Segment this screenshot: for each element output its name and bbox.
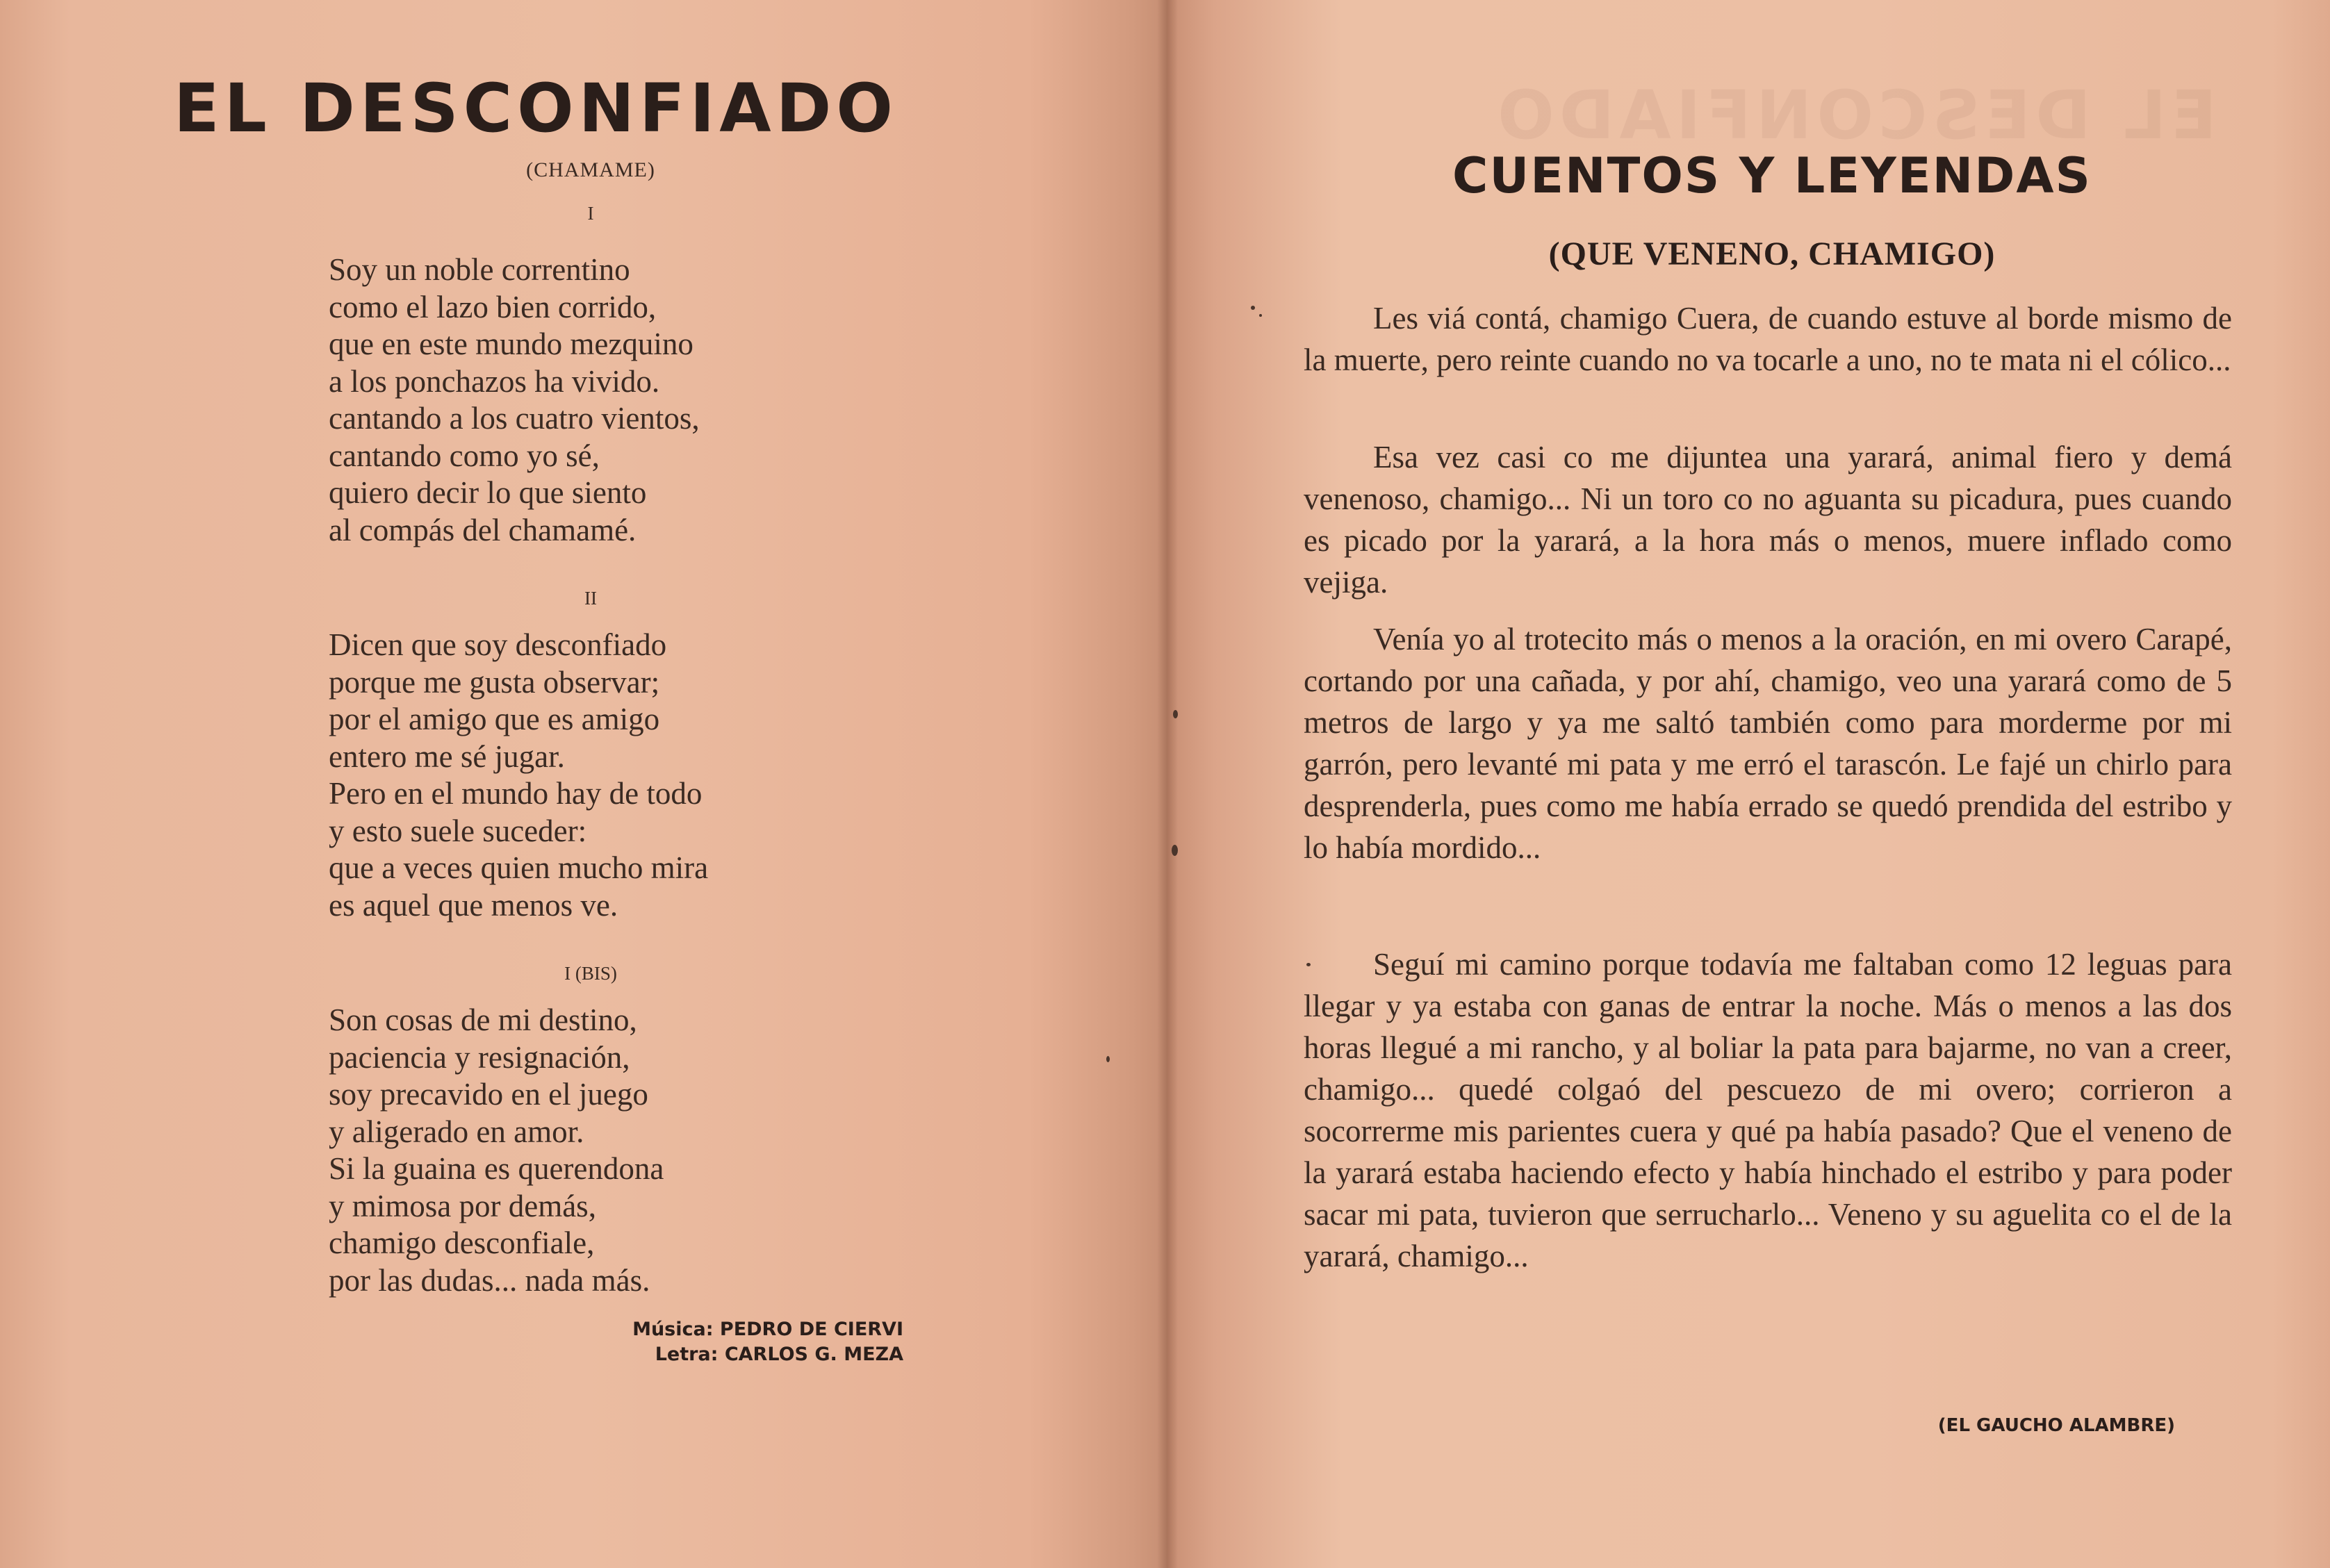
- story-paragraph: Venía yo al trotecito más o menos a la oración, en mi overo Carapé, cortando por una cañada, y por ahí, chamigo, veo una yarará como de 5 metros de largo y ya me saltó también como para morderme por mi garrón, pero levanté mi pata y me erró el tarascón. Le fajé un chirlo para desprenderla, pues como me había errado se quedó prendida del estribo y lo había mordido...: [1304, 622, 2232, 865]
- verse-line: es aquel que menos ve.: [329, 887, 618, 923]
- verse-line: al compás del chamamé.: [329, 512, 637, 547]
- verse-line: por el amigo que es amigo: [329, 702, 660, 736]
- verse-line: Soy un noble correntino: [329, 252, 630, 287]
- verse-line: chamigo desconfiale,: [329, 1225, 595, 1260]
- bleed-through-shadow: EL DESCONFIADO: [1493, 76, 2217, 154]
- verse-line: y esto suele suceder:: [329, 813, 587, 848]
- stanza-2: [329, 627, 954, 924]
- verse-line: porque me gusta observar;: [329, 664, 660, 700]
- stanza-3: [329, 1002, 954, 1299]
- verse-line: por las dudas... nada más.: [329, 1262, 650, 1298]
- verse-line: a los ponchazos ha vivido.: [329, 363, 660, 399]
- verse-line: entero me sé jugar.: [329, 738, 565, 774]
- song-genre: (CHAMAME): [526, 158, 655, 181]
- verse-line: Son cosas de mi destino,: [329, 1002, 637, 1037]
- story-paragraph: Les viá contá, chamigo Cuera, de cuando estuve al borde mismo de la muerte, pero reinte cuando no va tocarle a uno, no te mata ni el cólico...: [1304, 301, 2232, 377]
- verse-line: soy precavido en el juego: [329, 1077, 648, 1112]
- ink-speck: [1173, 710, 1178, 718]
- song-credits: [556, 1317, 903, 1367]
- verse-line: cantando como yo sé,: [329, 438, 600, 473]
- song-title: EL DESCONFIADO: [174, 69, 898, 147]
- ink-speck: [1172, 845, 1178, 856]
- verse-line: y aligerado en amor.: [329, 1114, 584, 1149]
- ink-speck: [1306, 963, 1311, 966]
- music-credit: Música: PEDRO DE CIERVI: [632, 1319, 903, 1340]
- book-gutter: [1157, 0, 1178, 1568]
- verse-line: cantando a los cuatro vientos,: [329, 401, 700, 436]
- stanza-label-3: I (BIS): [564, 963, 617, 984]
- verse-line: Pero en el mundo hay de todo: [329, 776, 703, 811]
- verse-line: quiero decir lo que siento: [329, 475, 647, 510]
- stanza-1: [329, 251, 954, 549]
- story-paragraph: Esa vez casi co me dijuntea una yarará, animal fiero y demá venenoso, chamigo... Ni un toro co no aguanta su picadura, pues cuando es picado por la yarará, a la hora más o menos, muere inflado como vejiga.: [1304, 440, 2232, 600]
- lyrics-credit: Letra: CARLOS G. MEZA: [655, 1344, 903, 1365]
- verse-line: como el lazo bien corrido,: [329, 289, 657, 324]
- ink-speck: [1106, 1056, 1110, 1062]
- story-signature: (EL GAUCHO ALAMBRE): [1937, 1415, 2175, 1436]
- section-title: CUENTOS Y LEYENDAS: [1452, 147, 2092, 204]
- story-title: (QUE VENENO, CHAMIGO): [1548, 236, 1996, 272]
- verse-line: paciencia y resignación,: [329, 1039, 630, 1075]
- verse-line: y mimosa por demás,: [329, 1188, 596, 1223]
- story-paragraph: Seguí mi camino porque todavía me faltaban como 12 leguas para llegar y ya estaba con ganas de entrar la noche. Más o menos a las dos horas llegué a mi rancho, y al boliar la pata para bajarme, no van a creer, chamigo... quedé colgaó del pescuezo de mi overo; corrieron a socorrerme mis parientes cuera y qué pa había pasado? Que el veneno de la yarará estaba haciendo efecto y había hinchado el estribo y para poder sacar mi pata, tuvieron que serrucharlo... Veneno y su aguelita co el de la yarará, chamigo...: [1304, 947, 2232, 1273]
- ink-speck: [1259, 314, 1262, 317]
- verse-line: Dicen que soy desconfiado: [329, 627, 667, 662]
- stanza-label-1: I: [587, 203, 594, 224]
- ink-speck: [1251, 306, 1255, 310]
- verse-line: que en este mundo mezquino: [329, 327, 694, 361]
- verse-line: que a veces quien mucho mira: [329, 850, 709, 885]
- stanza-label-2: II: [584, 588, 597, 609]
- verse-line: Si la guaina es querendona: [329, 1151, 664, 1186]
